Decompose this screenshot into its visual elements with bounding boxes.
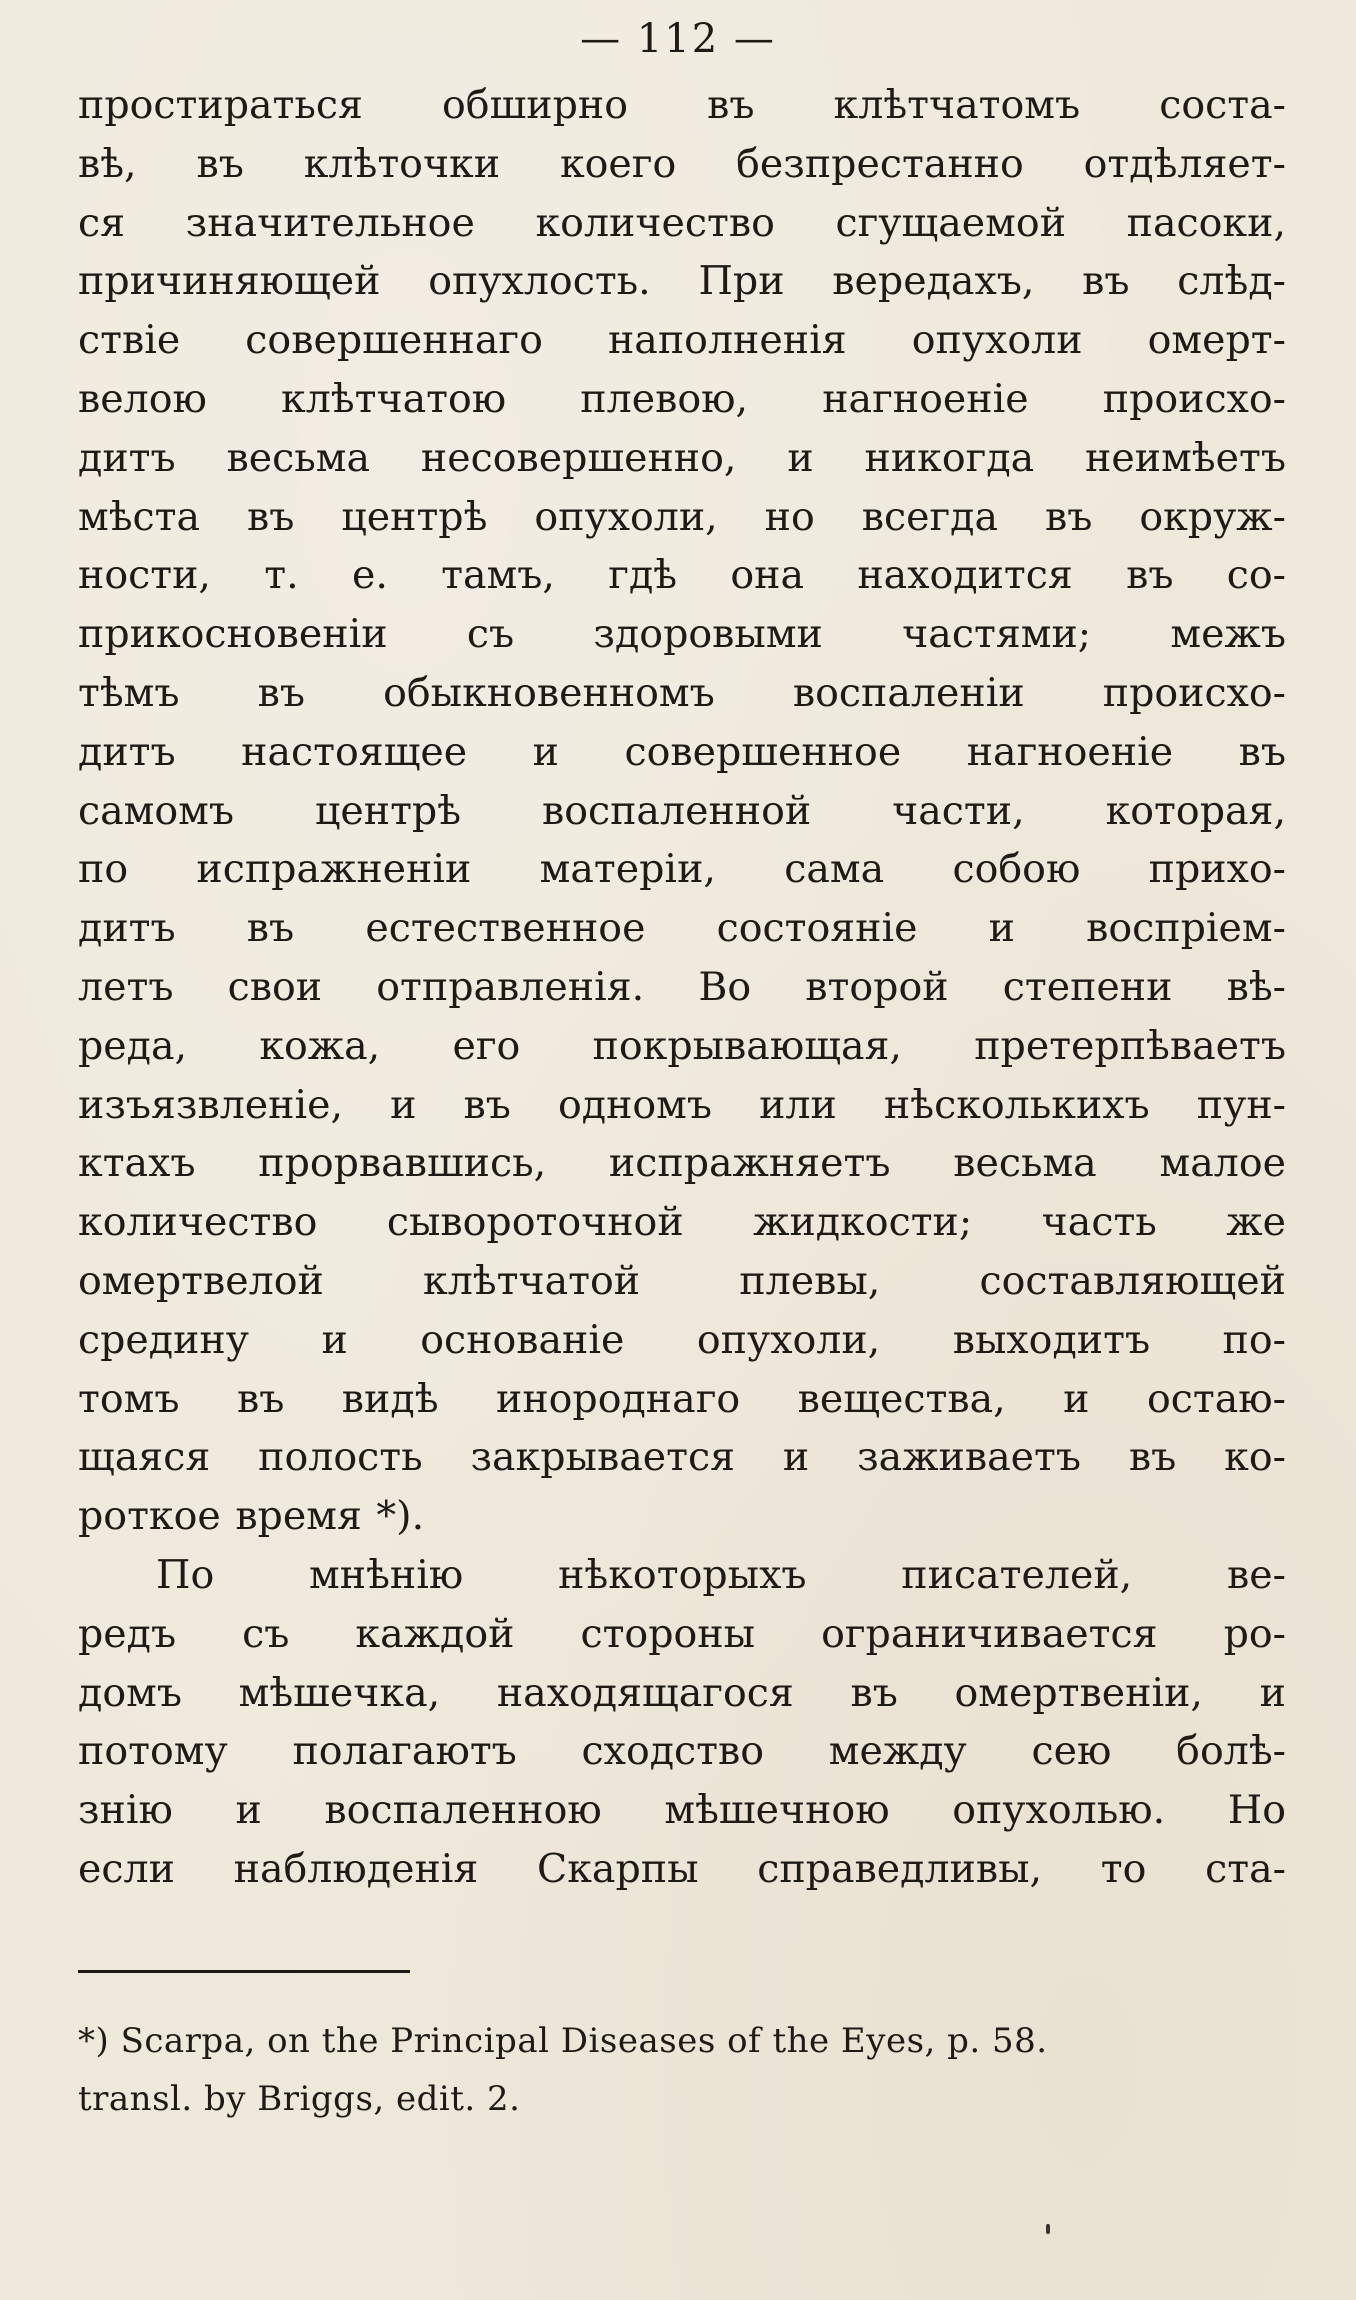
body-text	[78, 76, 1286, 1899]
text-line: ствіе совершеннаго наполненія опухоли омерт-	[78, 317, 1286, 364]
page-number: — 112 —	[580, 16, 776, 62]
text-line: потому полагаютъ сходство между сею болѣ-	[78, 1728, 1286, 1775]
text-line: роткое время *).	[78, 1493, 425, 1540]
text-line: летъ свои отправленія. Во второй степени вѣ-	[78, 963, 1286, 1010]
text-line: прикосновеніи съ здоровыми частями; межъ	[78, 611, 1286, 658]
text-line: изъязвленіе, и въ одномъ или нѣсколькихъ пун-	[78, 1081, 1286, 1128]
text-line: если наблюденія Скарпы справедливы, то ста-	[78, 1845, 1286, 1892]
text-line: ктахъ прорвавшись, испражняетъ весьма малое	[78, 1140, 1286, 1187]
text-line: дитъ весьма несовершенно, и никогда неимѣетъ	[78, 434, 1286, 481]
text-line: ности, т. е. тамъ, гдѣ она находится въ со-	[78, 552, 1286, 599]
text-line: дитъ настоящее и совершенное нагноеніе въ	[78, 728, 1286, 775]
text-line: томъ въ видѣ инороднаго вещества, и остаю-	[78, 1375, 1286, 1422]
text-line: редъ съ каждой стороны ограничивается ро-	[78, 1610, 1286, 1657]
text-line: велою клѣтчатою плевою, нагноеніе происхо-	[78, 375, 1286, 422]
text-line: простираться обширно въ клѣтчатомъ соста-	[78, 82, 1286, 128]
text-line: щаяся полость закрывается и заживаетъ въ ко-	[78, 1434, 1286, 1481]
text-line: По мнѣнію нѣкоторыхъ писателей, ве-	[156, 1551, 1286, 1598]
text-line: тѣмъ въ обыкновенномъ воспаленіи происхо-	[78, 669, 1286, 716]
text-line: по испражненіи матеріи, сама собою прихо-	[78, 846, 1286, 893]
footnote	[78, 2012, 1286, 2128]
footnote-line: *) Scarpa, on the Principal Diseases of the Eyes, p. 58.	[78, 2021, 1048, 2061]
text-line: мѣста въ центрѣ опухоли, но всегда въ окруж-	[78, 493, 1286, 540]
footnote-line: transl. by Briggs, edit. 2.	[78, 2079, 521, 2119]
text-line: домъ мѣшечка, находящагося въ омертвеніи, и	[78, 1669, 1286, 1716]
text-line: ся значительное количество сгущаемой пасоки,	[78, 199, 1286, 246]
text-line: средину и основаніе опухоли, выходитъ по-	[78, 1316, 1286, 1363]
text-line: причиняющей опухлость. При вередахъ, въ слѣд-	[78, 258, 1286, 305]
text-line: знію и воспаленною мѣшечною опухолью. Но	[78, 1787, 1286, 1834]
text-line: вѣ, въ клѣточки коего безпрестанно отдѣляет-	[78, 140, 1286, 187]
footnote-divider	[78, 1970, 410, 1973]
text-line: количество сывороточной жидкости; часть же	[78, 1199, 1286, 1246]
text-line: реда, кожа, его покрывающая, претерпѣваетъ	[78, 1022, 1286, 1069]
text-line: омертвелой клѣтчатой плевы, составляющей	[78, 1257, 1286, 1304]
ink-speck	[1046, 2224, 1050, 2234]
text-line: самомъ центрѣ воспаленной части, которая,	[78, 787, 1286, 834]
text-line: дитъ въ естественное состояніе и воспріем-	[78, 905, 1286, 952]
